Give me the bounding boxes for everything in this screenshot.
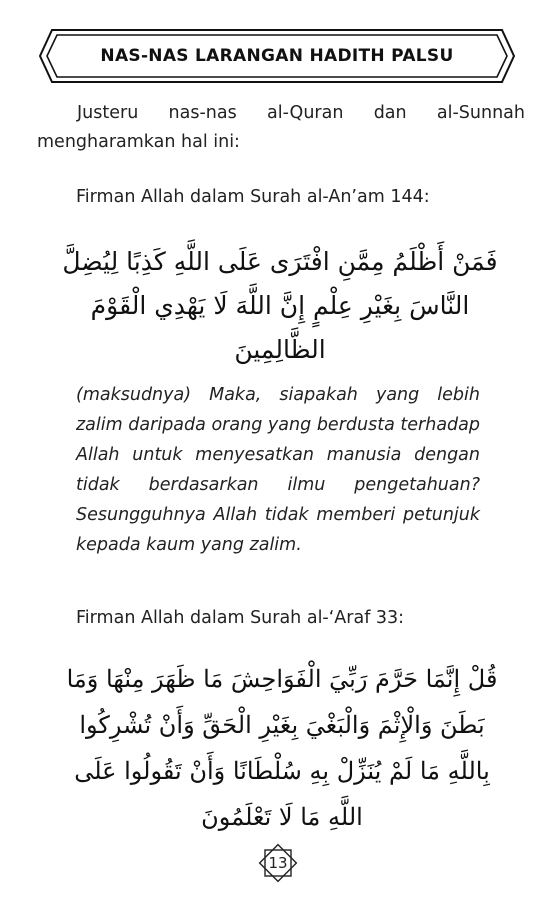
arabic-verse-2: قُلْ إِنَّمَا حَرَّمَ رَبِّيَ الْفَوَاحِشَ مَا ظَهَرَ مِنْهَا وَمَا بَطَنَ وَالْإِثْمَ وَالْبَغْيَ بِغَيْرِ الْحَقِّ وَأَنْ تُشْرِكُوا بِاللَّهِ مَا لَمْ يُنَزِّلْ بِهِ سُلْطَانًا وَأَنْ تَقُولُوا عَلَى اللَّهِ مَا لَا تَعْلَمُونَ [66,665,498,831]
verse-reference-2: Firman Allah dalam Surah al-‘Araf 33: [76,608,405,628]
verse-reference-1: Firman Allah dalam Surah al-An’am 144: [76,187,430,207]
intro-paragraph [37,99,525,157]
page-number: 13 [268,854,288,872]
arabic-verse-1: فَمَنْ أَظْلَمُ مِمَّنِ افْتَرَى عَلَى اللَّهِ كَذِبًا لِيُضِلَّ النَّاسَ بِغَيْرِ عِلْمٍ إِنَّ اللَّهَ لَا يَهْدِي الْقَوْمَ الظَّالِمِينَ [62,247,498,364]
verse-translation-1: (maksudnya) Maka, siapakah yang lebih zalim daripada orang yang berdusta terhadap Allah untuk menyesatkan manusia dengan tidak berdasarkan ilmu pengetahuan? Sesungguhnya Allah tidak memberi petunjuk kepada kaum yang zalim. [76,385,480,555]
chapter-title: NAS-NAS LARANGAN HADITH PALSU [100,46,454,66]
intro-text: Justeru nas-nas al-Quran dan al-Sunnah mengharamkan hal ini: [37,103,525,152]
chapter-title-banner [38,28,516,84]
page-number-badge [256,841,300,885]
